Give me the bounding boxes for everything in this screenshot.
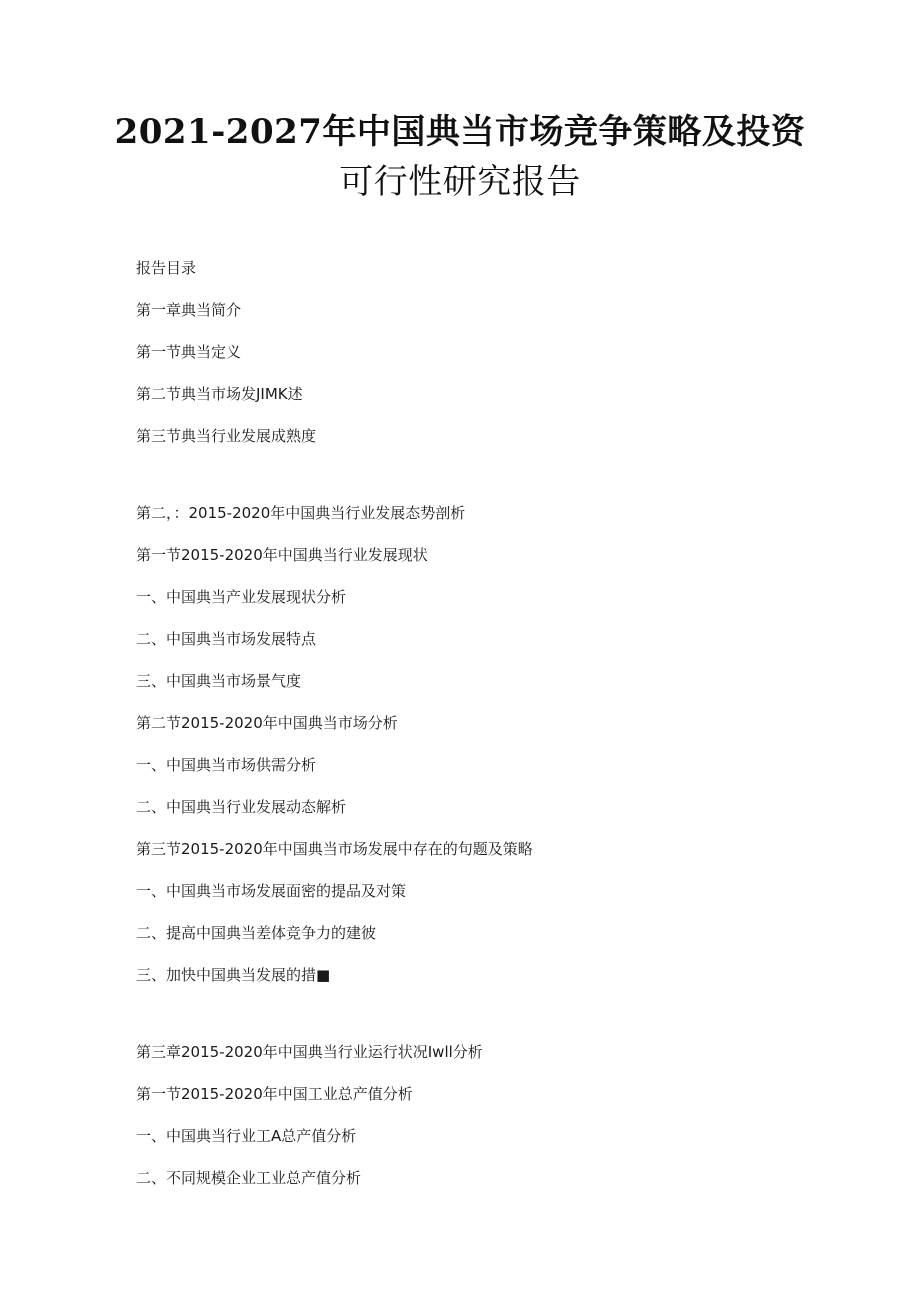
toc-item: 一、中国典当市场供需分析 [136, 756, 317, 774]
toc-item: 二、中国典当市场发展特点 [136, 630, 317, 648]
toc-section: 第二节典当市场发JIMK述 [136, 385, 303, 403]
toc-item: 二、不同规模企业工业总产值分析 [136, 1169, 362, 1187]
toc-item: 三、中国典当市场景气度 [136, 672, 302, 690]
toc-chapter-3: 第三章2015-2020年中国典当行业运行状况Iwll分析 [136, 1043, 483, 1061]
toc-section: 第二节2015-2020年中国典当市场分析 [136, 714, 398, 732]
toc-item: 二、中国典当行业发展动态解析 [136, 798, 347, 816]
toc-section: 第三节2015-2020年中国典当市场发展中存在的句题及策略 [136, 840, 533, 858]
toc-item: 一、中国典当行业工A总产值分析 [136, 1127, 357, 1145]
toc-chapter-2: 第二，：2015-2020年中国典当行业发展态势剖析 [136, 504, 466, 522]
report-title-line-2: 可行性研究报告 [339, 162, 581, 202]
toc-section: 第一节2015-2020年中国工业总产值分析 [136, 1085, 413, 1103]
toc-item: 一、中国典当市场发展面密的提品及对策 [136, 882, 407, 900]
toc-section: 第一节典当定义 [136, 343, 242, 361]
toc-section: 第一节2015-2020年中国典当行业发展现状 [136, 546, 428, 564]
report-title-line-1: 2021-2027年中国典当市场竞争策略及投资 [114, 112, 806, 152]
toc-section: 第三节典当行业发展成熟度 [136, 427, 317, 445]
toc-item: 三、加快中国典当发展的措■ [136, 966, 331, 984]
toc-item: 二、提高中国典当差体竞争力的建彼 [136, 924, 377, 942]
toc-chapter-1: 第一章典当简介 [136, 301, 242, 319]
toc-heading: 报告目录 [136, 259, 197, 277]
toc-item: 一、中国典当产业发展现状分析 [136, 588, 347, 606]
